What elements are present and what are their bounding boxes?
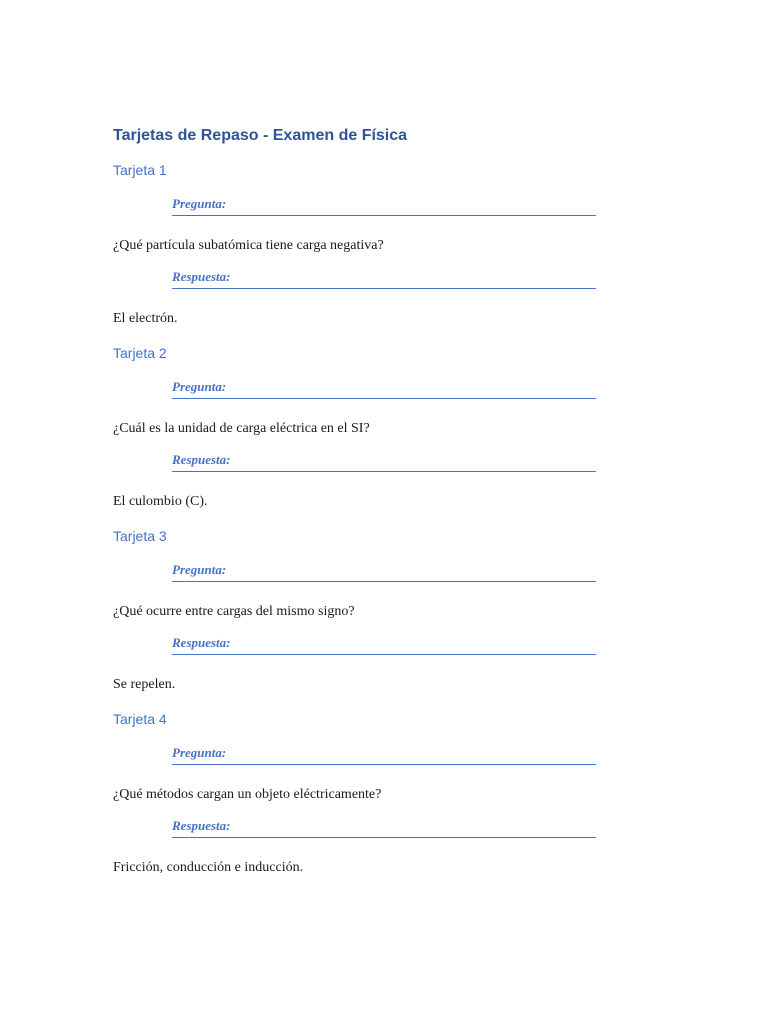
answer-label: Respuesta: (172, 268, 596, 289)
card-4 (113, 709, 596, 878)
answer-text: El culombio (C). (113, 494, 208, 509)
answer-text: El electrón. (113, 311, 178, 326)
card-heading: Tarjeta 3 (113, 528, 167, 544)
question-text: ¿Cuál es la unidad de carga eléctrica en el SI? (113, 421, 370, 436)
question-label: Pregunta: (172, 378, 596, 399)
question-label: Pregunta: (172, 561, 596, 582)
answer-text: Fricción, conducción e inducción. (113, 860, 304, 875)
card-2 (113, 343, 596, 512)
answer-label: Respuesta: (172, 451, 596, 472)
document-page (113, 124, 596, 878)
question-text: ¿Qué partícula subatómica tiene carga negativa? (113, 238, 384, 253)
card-heading: Tarjeta 4 (113, 711, 167, 727)
card-heading: Tarjeta 1 (113, 162, 167, 178)
answer-text: Se repelen. (113, 677, 176, 692)
answer-label: Respuesta: (172, 817, 596, 838)
answer-label: Respuesta: (172, 634, 596, 655)
question-label: Pregunta: (172, 195, 596, 216)
question-label: Pregunta: (172, 744, 596, 765)
card-3 (113, 526, 596, 695)
document-title: Tarjetas de Repaso - Examen de Física (113, 127, 408, 144)
question-text: ¿Qué métodos cargan un objeto eléctricamente? (113, 787, 382, 802)
card-1 (113, 160, 596, 329)
card-heading: Tarjeta 2 (113, 345, 167, 361)
question-text: ¿Qué ocurre entre cargas del mismo signo? (113, 604, 355, 619)
